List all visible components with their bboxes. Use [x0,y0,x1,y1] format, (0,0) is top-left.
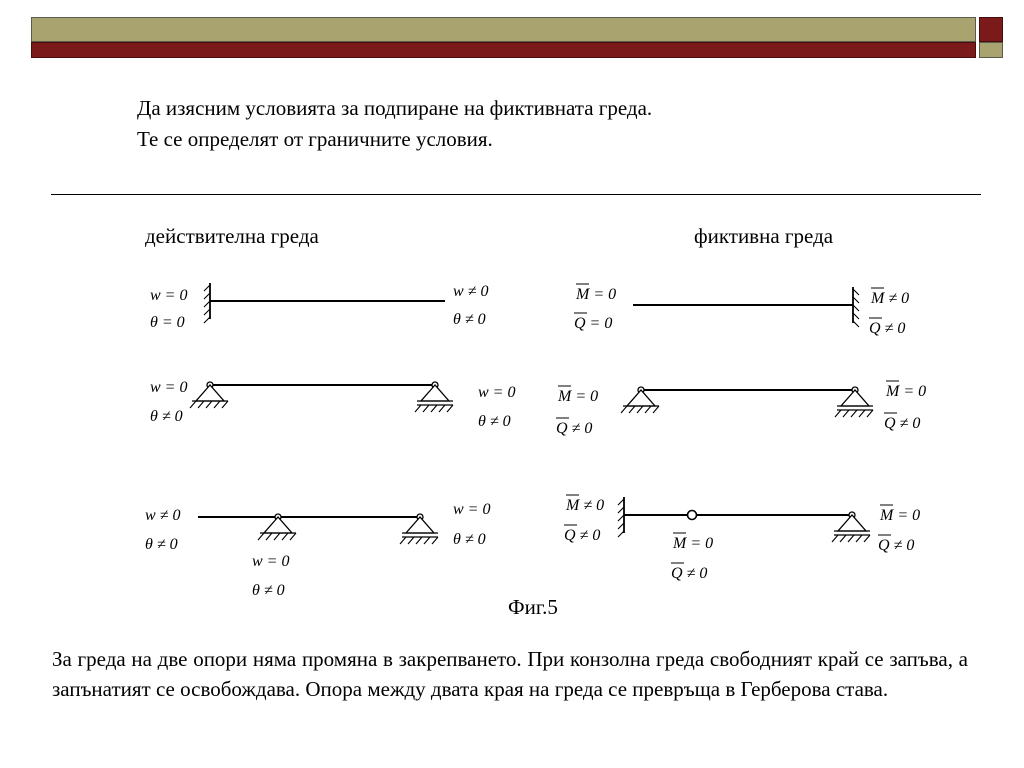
roller-support-icon [415,382,453,412]
label-theta: θ ≠ 0 [150,408,183,425]
label-theta: θ ≠ 0 [453,311,486,328]
real-overhang-beam [198,514,438,544]
label-w: w ≠ 0 [145,507,181,524]
label-M: M = 0 [886,383,927,400]
title-band-bottom [31,42,976,58]
label-Q: Q = 0 [574,315,613,332]
label-Q: Q ≠ 0 [564,527,601,544]
label-w: w = 0 [150,287,188,304]
title-band-top [31,17,976,42]
pin-support-icon [258,514,296,540]
label-w: w = 0 [150,379,188,396]
label-Q: Q ≠ 0 [878,537,915,554]
figure-caption: Фиг.5 [508,595,558,619]
label-M: M = 0 [576,286,617,303]
label-M: M = 0 [673,535,714,552]
header-real-beam: действителна греда [145,224,319,248]
intro-text [137,93,652,155]
label-Q: Q ≠ 0 [869,320,906,337]
roller-support-icon [400,514,438,544]
label-w: w = 0 [478,384,516,401]
label-M: M = 0 [880,507,921,524]
label-theta: θ ≠ 0 [453,531,486,548]
label-M: M ≠ 0 [871,290,910,307]
horizontal-divider [51,194,981,195]
fictitious-cantilever-beam [633,287,859,327]
header-fictitious-beam: фиктивна греда [694,224,834,248]
intro-line-2: Те се определят от граничните условия. [137,127,493,151]
intro-line-1: Да изясним условията за подпиране на фиктивната греда. [137,96,653,120]
label-w: w = 0 [252,553,290,570]
pin-support-icon [190,382,228,408]
label-theta: θ ≠ 0 [145,536,178,553]
label-M: M ≠ 0 [566,497,605,514]
corner-square-bottom [979,42,1003,58]
roller-support-icon [835,387,873,417]
label-theta: θ ≠ 0 [252,582,285,599]
label-Q: Q ≠ 0 [884,415,921,432]
gerber-hinge-icon [688,511,697,520]
pin-support-icon [621,387,659,413]
label-Q: Q ≠ 0 [671,565,708,582]
label-M: M = 0 [558,388,599,405]
fictitious-gerber-beam [618,497,870,542]
fixed-support-icon [853,287,859,327]
fixed-support-icon [618,497,624,537]
roller-support-icon [832,512,870,542]
fictitious-simple-beam [621,387,873,417]
real-cantilever-beam [204,283,445,323]
explanation-paragraph: За греда на две опори няма промяна в закрепването. При конзолна греда свободният край се запъва, а запънатият се освобождава. Опора между двата края на греда се превръща в Герберова става. [52,647,968,701]
label-Q: Q ≠ 0 [556,420,593,437]
real-simple-beam [190,382,453,412]
fixed-support-icon [204,283,210,323]
label-theta: θ = 0 [150,314,185,331]
label-theta: θ ≠ 0 [478,413,511,430]
corner-square-top [979,17,1003,42]
label-w: w = 0 [453,501,491,518]
label-w: w ≠ 0 [453,283,489,300]
